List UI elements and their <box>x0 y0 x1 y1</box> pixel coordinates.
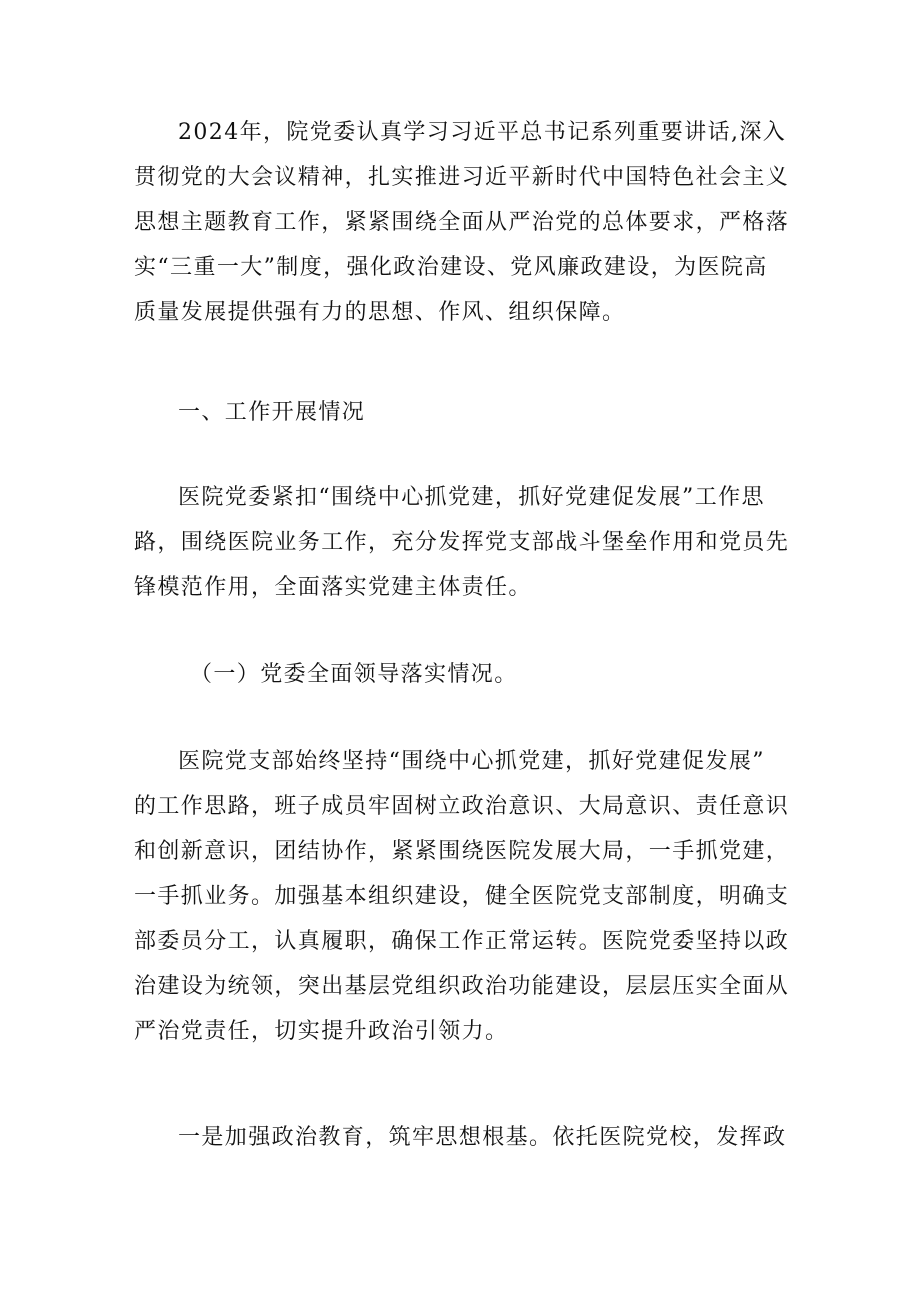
paragraph-3-line-3: 和创新意识，团结协作，紧紧围绕医院发展大局，一手抓党建， <box>134 839 790 864</box>
paragraph-3-line-1: 医院党支部始终坚持“围绕中心抓党建，抓好党建促发展” <box>178 749 765 774</box>
paragraph-3-line-2: 的工作思路，班子成员牢固树立政治意识、大局意识、责任意识 <box>134 794 790 819</box>
paragraph-1-line-4: 实“三重一大”制度，强化政治建设、党风廉政建设，为医院高 <box>134 255 768 280</box>
paragraph-1-line-3: 思想主题教育工作，紧紧围绕全面从严治党的总体要求，严格落 <box>134 210 790 235</box>
paragraph-1-line-2: 贯彻党的大会议精神，扎实推进习近平新时代中国特色社会主义 <box>134 165 790 190</box>
paragraph-3-line-4: 一手抓业务。加强基本组织建设，健全医院党支部制度，明确支 <box>134 884 790 909</box>
paragraph-1-line-5: 质量发展提供强有力的思想、作风、组织保障。 <box>134 300 626 325</box>
paragraph-2-line-1: 医院党委紧扣“围绕中心抓党建，抓好党建促发展”工作思 <box>178 485 765 510</box>
paragraph-3-line-5: 部委员分工，认真履职，确保工作正常运转。医院党委坚持以政 <box>134 929 790 954</box>
paragraph-3-line-6: 治建设为统领，突出基层党组织政治功能建设，层层压实全面从 <box>134 974 790 999</box>
paragraph-2-line-2: 路，围绕医院业务工作，充分发挥党支部战斗堡垒作用和党员先 <box>134 530 790 555</box>
section-heading: 一、工作开展情况 <box>178 400 366 425</box>
paragraph-1-line-1: 2024年，院党委认真学习习近平总书记系列重要讲话,深入 <box>178 120 787 145</box>
subsection-heading: （一）党委全面领导落实情况。 <box>190 662 518 687</box>
paragraph-2-line-3: 锋模范作用，全面落实党建主体责任。 <box>134 575 532 600</box>
paragraph-3-line-7: 严治党责任，切实提升政治引领力。 <box>134 1019 509 1044</box>
paragraph-4-line-1: 一是加强政治教育，筑牢思想根基。依托医院党校，发挥政 <box>178 1125 787 1150</box>
